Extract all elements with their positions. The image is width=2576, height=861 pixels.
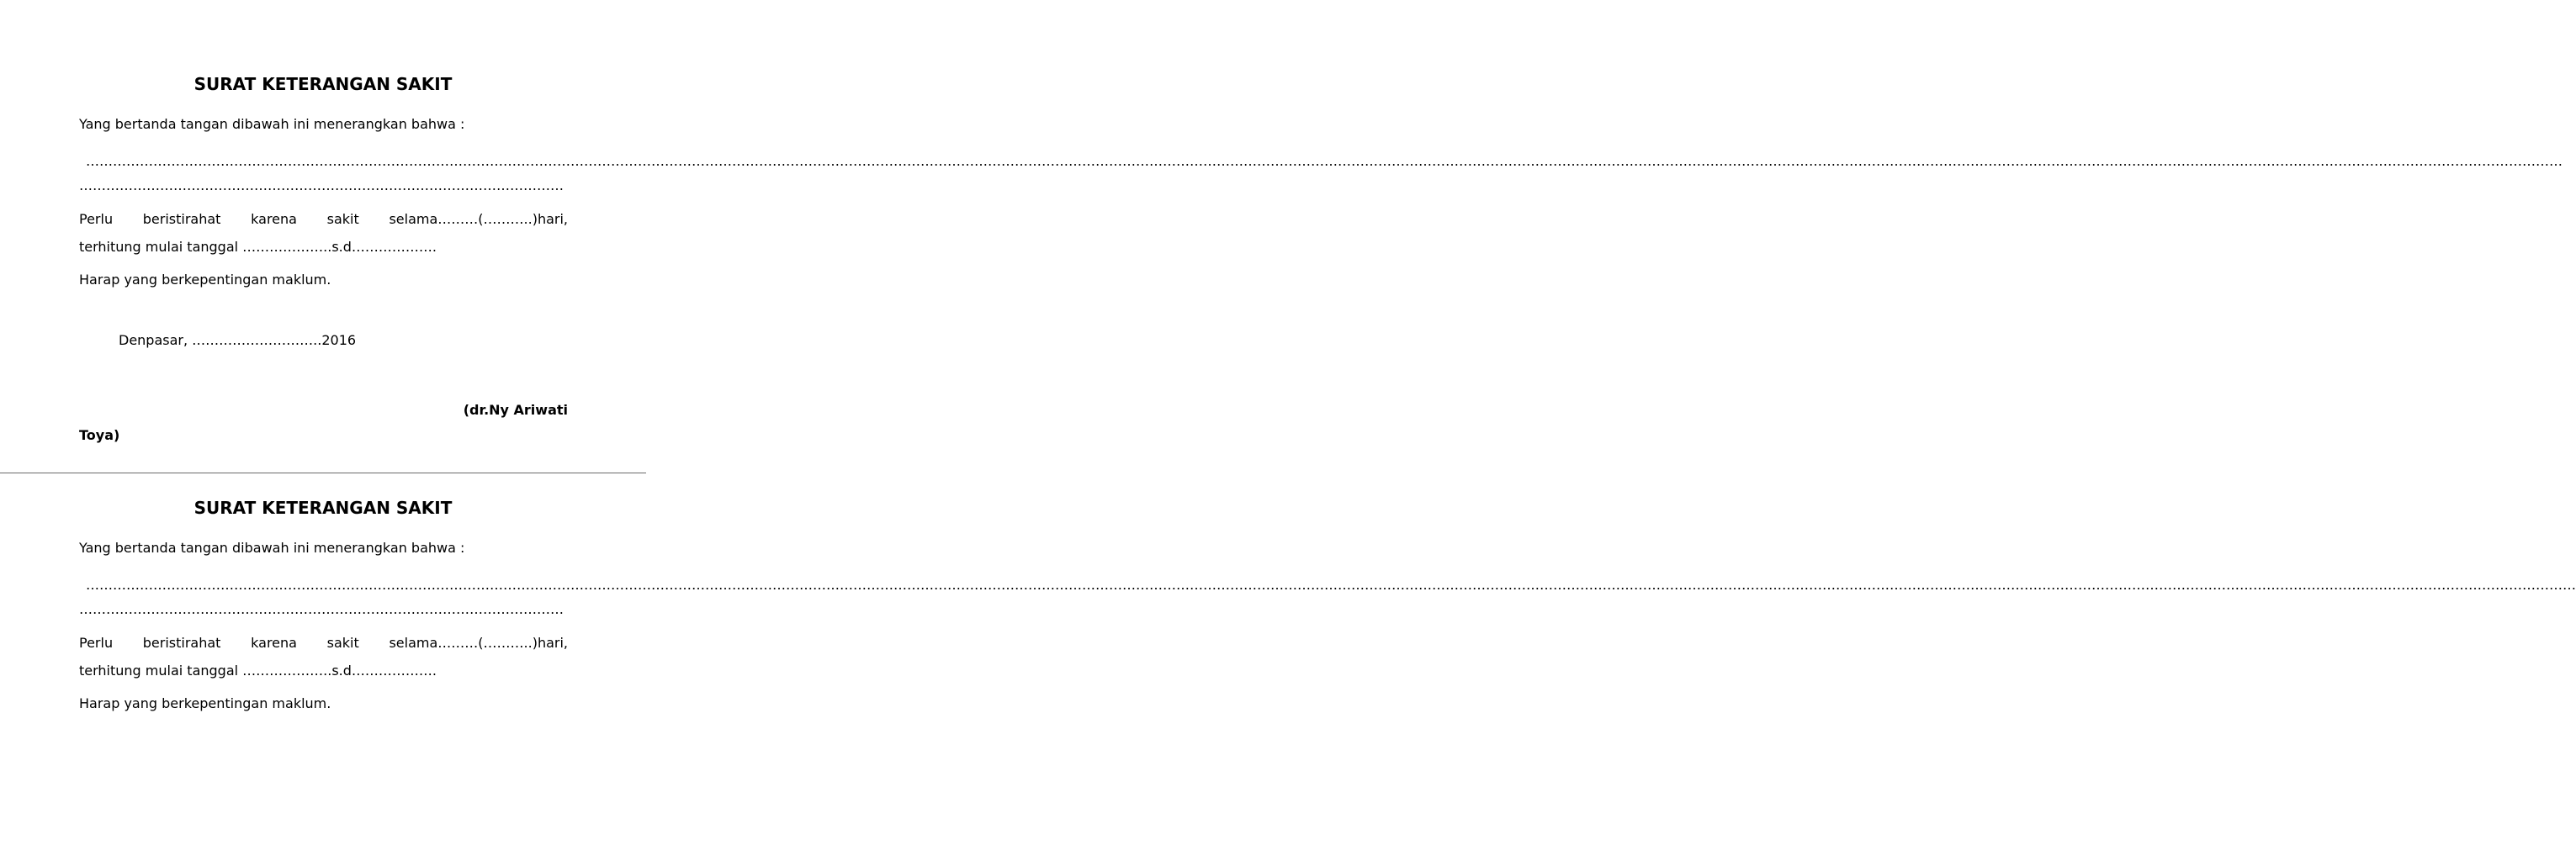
- letter-1-rest-line-1: Perlu beristirahat karena sakit selama………(………..)hari,: [79, 211, 568, 227]
- letter-1-place-date: Denpasar, ………………………..2016: [119, 332, 357, 348]
- letter-2-blank-line-2: ………………………………………………………………………………………………: [79, 601, 564, 617]
- letter-1-signature-line-2: Toya): [79, 427, 120, 443]
- letter-1-blank-line-1: …………………………………………………………………………………………………………………………………………………………………………………………………………………………………………………………………………………………………………………………………………………………………………………………………………………………………………………………………………………………………………: [86, 153, 2563, 169]
- letter-1-signature-line-1: (dr.Ny Ariwati: [463, 402, 568, 418]
- letter-1-closing: Harap yang berkepentingan maklum.: [79, 272, 331, 288]
- letter-1-title: SURAT KETERANGAN SAKIT: [193, 74, 453, 94]
- letter-1-blank-line-2: ………………………………………………………………………………………………: [79, 177, 564, 193]
- letter-2-blank-line-1: ……………………………………………………………………………………………………………………………………………………………………………………………………………………………………………………………………………………………………………………………………………………………………………………………………………………………………………………………………………………………………………: [86, 577, 2576, 593]
- letter-2-rest-line-2: terhitung mulai tanggal ………………..s.d……………….: [79, 663, 437, 679]
- letter-2-intro: Yang bertanda tangan dibawah ini menerangkan bahwa :: [79, 540, 465, 556]
- letter-1-intro: Yang bertanda tangan dibawah ini menerangkan bahwa :: [79, 116, 465, 132]
- letter-1-rest-line-2: terhitung mulai tanggal ………………..s.d……………….: [79, 239, 437, 255]
- letter-2-title: SURAT KETERANGAN SAKIT: [193, 498, 453, 518]
- letter-2-rest-line-1: Perlu beristirahat karena sakit selama………(………..)hari,: [79, 635, 568, 651]
- letter-2-closing: Harap yang berkepentingan maklum.: [79, 695, 331, 711]
